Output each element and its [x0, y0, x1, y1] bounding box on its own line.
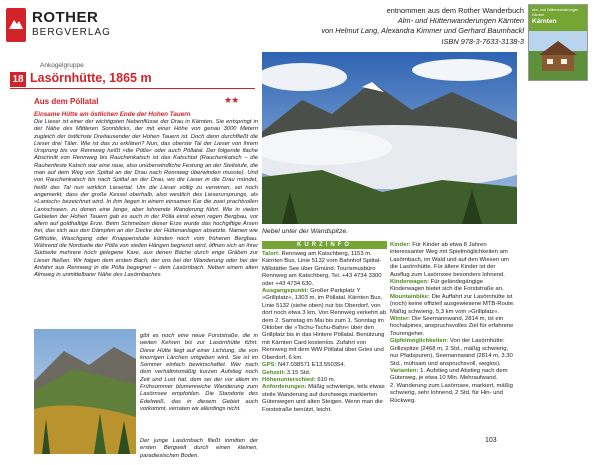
kurzinfo-value: Für Kinder ab etwa 8 Jahren interessanter Weg mit Spielmöglichkeiten am Lasörnbach, im Wald und auf den Wiesen um die Lasörnhütte. Für ältere Kinder ist der Ausflug zum Lasörnsee besonders lohnend. [390, 242, 509, 278]
kurzinfo-key: Ausgangspunkt: [262, 288, 311, 295]
kurzinfo-column-2 [390, 242, 515, 405]
kurzinfo-key: Anforderungen: [262, 384, 309, 391]
kurzinfo-value: 610 m. [317, 376, 336, 383]
kurzinfo-key: Kinder: [390, 242, 413, 248]
route-number-badge: 18 [10, 72, 26, 87]
cover-hut-image [529, 31, 587, 80]
kurzinfo-item [262, 362, 387, 369]
cover-title: Kärnten [532, 18, 557, 25]
mountain-logo-icon [6, 8, 26, 42]
kurzinfo-key: Gipfelmöglichkeiten: [390, 338, 450, 345]
kurzinfo-value: N47.038571 E13.550354. [278, 362, 346, 369]
kurzinfo-item [390, 383, 515, 405]
kurzinfo-value: Für geländegängige Kinderwagen bietet sich die Forststraße an. [390, 279, 504, 293]
kurzinfo-value: Die Auffahrt zur Lasörnhütte ist (noch) keine offiziell ausgewiesene MTB-Route. Mäßig schwierig, 5,3 km vom »Grillplatz«. [390, 293, 515, 315]
publisher-subname: BERGVERLAG [32, 27, 111, 38]
kurzinfo-value: 2. Wanderung zum Lasörnsee, markiert, mäßig schwierig, sehr lohnend, 2 Std. für Hin- und Rückweg. [390, 382, 513, 404]
kurzinfo-item [262, 377, 387, 384]
photo-caption: Nebel unter der Wandspitze. [262, 228, 349, 235]
publisher-logo [6, 6, 124, 46]
kurzinfo-value: Rennweg am Katschberg, 1153 m. Kärnten Bus, Linie 5132 vom Bahnhof Spittal-Millstätter See über Gmünd. Tourismusbüro Rennweg am Katschberg, Tel. +43 4734 3300 oder +43 4734 630. [262, 251, 382, 287]
kurzinfo-key: Talort: [262, 251, 282, 257]
body-paragraph: Die Lieser ist einer der wichtigsten Nebenflüsse der Drau in Kärnten. Sie entspringt in der Nähe des Mittleren Sonnblicks, der mit einer Höhe von genau 3000 Metern zugleich der östlichste Dreitausender der Hohen Tauern ist. Doch dann durchfließt die Lieser drei Täler. Wie ist das zu erklären? Nun, das oberste Tal der Lieser von ihrem Ursprung bis vor Rennweg heißt »die Pölla« oder auch Pöllatal. Der folgende flache Abschnitt von Rennweg bis Rauchenkatsch ist das Katschtal (Rauchenkatsch – die Rauhenfeste Katsch war eine raue, also unüberwindliche Festung an der Steilstufe, die man auf dem Weg von Spittal an der Drau nach Rennweg überwinden musste). Und von Rauchenkatsch bis nach Spittal an der Drau, wo die Lieser in die Drau mündet, heißt das Tal nun wirklich Liesertal. Um die Lieser völlig zu verwirren, sei noch angemerkt, dass der große Kessel oberhalb, also westlich des Lieserursprungs, als »Lanisch« bezeichnet wird. In ihm liegen in einem einsamen Kar die zwei prachtvollen Lanischseen, zu denen eine lange, aber lohnende Wanderung führt. Wie in vielen Gebieten der Hohen Tauern gab es auch in der Pölla einst einen regen Bergbau, vor allem auf goldhaltige Erze. Beim Schmelzen dieser Erze wurde das hochgiftige Arsen frei, das sich aus den Dämpfen an der Decke der Hüttenanlagen absetzte. Namen wie Gifthütte, Waschgang oder Knappenstube künden noch vom früheren Bergbau. Während die Nordseite der Pölla von steilen Hängen begrenzt wird, öffnen sich an ihrer Südseite mehrere hoch gelegene Kare, aus denen Bäche durch enge Gräben zur Lieser fließen. Wir folgen dem ersten Bach, der uns bei der Wanderung oder bei der Anfahrt aus Rennweg in die Pölla begegnet – dem Lasörnbach. Neben einem alten Almweg in unmittelbarer Nähe des Lasörnbaches [34, 119, 258, 279]
photo-wandspitze [262, 52, 517, 224]
photo-lasoernbach [34, 329, 136, 454]
publisher-name: ROTHER [32, 9, 99, 26]
cover-header [529, 5, 587, 31]
kurzinfo-heading: KURZINFO [262, 241, 387, 249]
kurzinfo-value: Mäßig schwierige, teils etwas steile Wanderung auf durchwegs markierten Güterwegen und alten Steigen. Wenn man die Forststraße benützt, leicht. [262, 384, 385, 413]
kurzinfo-key: GPS: [262, 362, 279, 369]
body-text [34, 119, 258, 280]
kurzinfo-item [262, 384, 387, 414]
kurzinfo-item [262, 288, 387, 362]
page-number: 103 [485, 437, 497, 444]
kurzinfo-column-1 [262, 251, 387, 414]
book-cover [528, 4, 588, 81]
route-subtitle: Aus dem Pöllatal [34, 97, 99, 106]
kurzinfo-key: Winter: [390, 316, 412, 323]
kurzinfo-key: Kinderwagen: [390, 279, 431, 286]
difficulty-stars: ★★ [224, 95, 239, 105]
kurzinfo-item [390, 338, 515, 368]
route-title: Lasörnhütte, 1865 m [30, 71, 152, 85]
kurzinfo-value: 3.15 Std. [286, 369, 311, 376]
title-divider [10, 88, 255, 89]
cover-top-text: Alm- und Hüttenwanderungen Kärnten [532, 8, 579, 17]
kurzinfo-item [390, 368, 515, 383]
kurzinfo-key: Varianten: [390, 367, 421, 374]
lead-text: Einsame Hütte am östlichen Ende der Hohen Tauern [34, 111, 191, 118]
kurzinfo-item [262, 370, 387, 377]
body-text-closing: Der junge Lasörnbach fließt inmitten der ersten Bergwelt durch einen kleinen, paradiesischen Boden. [140, 438, 258, 459]
source-book-title: Alm- und Hüttenwanderungen Kärnten [397, 16, 524, 26]
kurzinfo-value: Von der Lasörnhütte: Grillzspitze (2468 m, 2 Std., mäßig schwierig, nur Pfadspuren), Seemannwand (2814 m, 3.30 Std., mühsam und anspruchsvoll, weglos). [390, 338, 513, 367]
source-info [264, 6, 524, 47]
source-isbn: ISBN 978-3-7633-3138-3 [441, 36, 524, 46]
source-line-1: entnommen aus dem Rother Wanderbuch [386, 6, 524, 15]
kurzinfo-item [390, 294, 515, 316]
kurzinfo-key: Mountainbike: [390, 293, 432, 300]
kurzinfo-item [390, 316, 515, 338]
kurzinfo-key: Gehzeit: [262, 369, 287, 376]
kurzinfo-value: Die Seemannwand, 2814 m, ist ein hochalpines, anspruchsvolles Ziel für erfahrene Tourengeher. [390, 316, 514, 337]
mountain-group: Ankogelgruppe [40, 62, 84, 69]
kurzinfo-item [390, 279, 515, 294]
source-authors: von Helmut Lang, Alexandra Kimmer und Gerhard Baumhackl [321, 26, 524, 36]
kurzinfo-value: Großer Parkplatz Y »Grillplatz«, 1303 m, im Pöllatal. Kärnten Bus, Linie 5132 (siehe oben) nur bis Oberdorf, von dort noch etwa 3 km. Von Rennweg verkehrt ab dem 2. Samstag im Mai bis zum 1. Sonntag im Oktober die »Tschu-Tschu-Bahn« über den Grillplatz bis in das Hintere Pöllatal. Benützung mit Kärnten Card kostenlos. Zufahrt von Rennweg mit dem WW Pöllatal über Gries und Oberdorf, 6 km. [262, 288, 387, 361]
kurzinfo-value: 1. Aufstieg und Abstieg nach dem Güterweg, je etwa 10 Min. Mehraufwand. [390, 367, 508, 382]
kurzinfo-item [390, 242, 515, 279]
kurzinfo-item [262, 251, 387, 288]
body-text-continued: gibt es noch eine neue Forststraße, die in weiten Kehren bis zur Lasörnhütte führt. Diese Hütte liegt auf einer Lichtung, die von knorrigen Lärchen umgeben wird. Sie ist im Sommer einfach bewirtschaftet. Wer nach dem verhältnismäßig kurzen Aufstieg noch Zeit und Lust hat, dem sei der vor allem im Frühsommer blumenreiche Wanderung zum Lasörnsee empfohlen. Die Standorte des Edelweiß, das in diesem Gebiet auch vorkommt, verraten wir allerdings nicht. [140, 333, 258, 412]
kurzinfo-key: Höhenunterschied: [262, 376, 318, 383]
